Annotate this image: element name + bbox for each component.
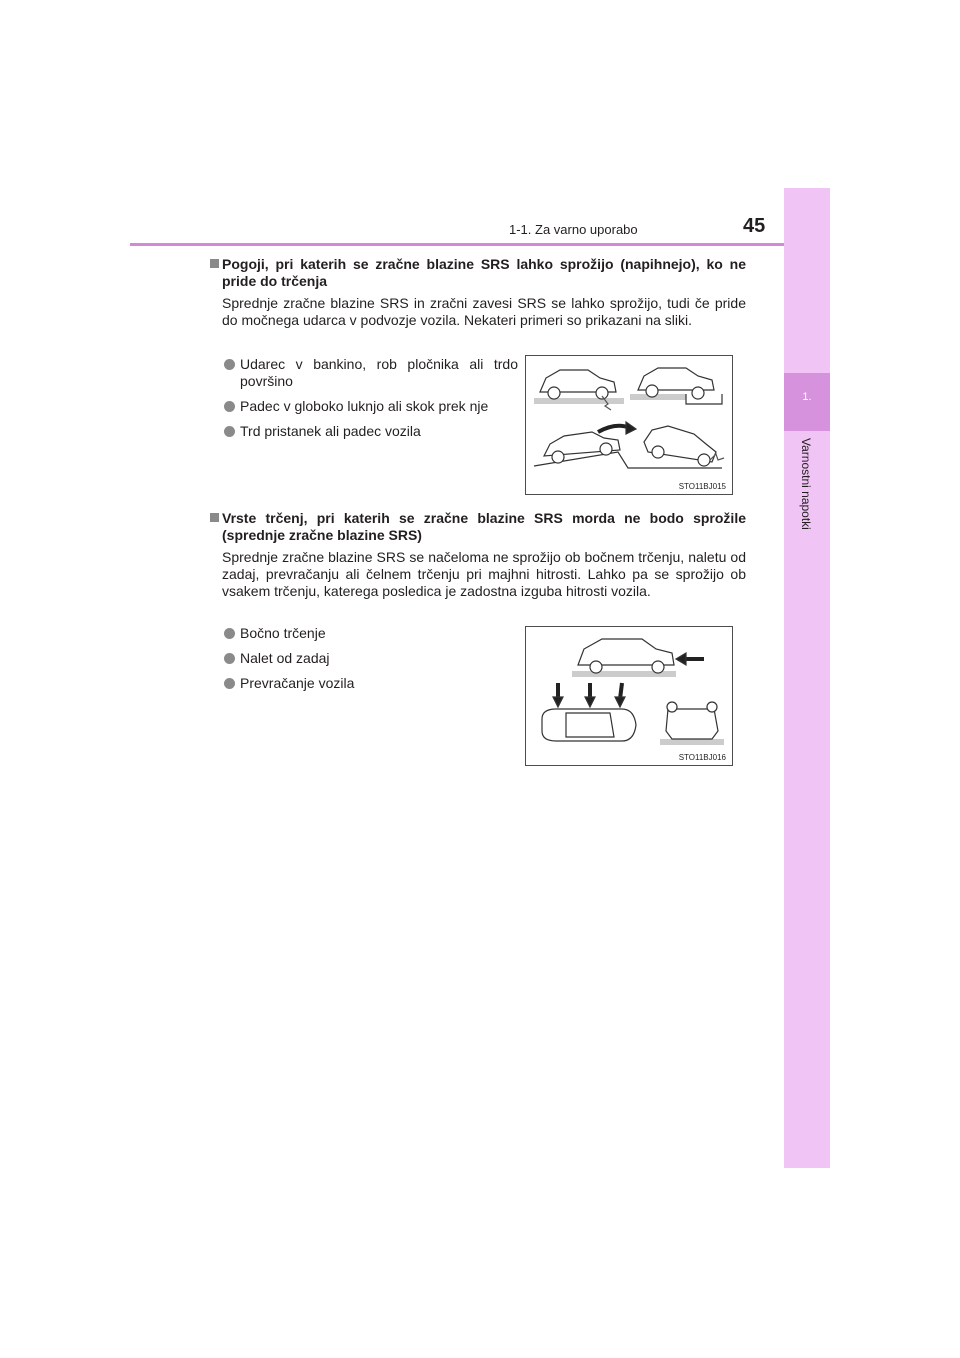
chapter-title: Varnostni napotki [799,438,813,530]
section-body: Sprednje zračne blazine SRS in zračni zavesi SRS se lahko sprožijo, tudi če pride do močnega udarca v podvozje vozila. Nekateri primeri so prikazani na sliki. [222,295,746,328]
underbody-impact-illustration [526,356,732,494]
circle-bullet-icon [224,628,235,639]
list-item-text: Trd pristanek ali padec vozila [240,423,421,439]
section-heading-text: Pogoji, pri katerih se zračne blazine SRS lahko sprožijo (napihnejo), ko ne pride do trčenja [222,256,746,289]
circle-bullet-icon [224,401,235,412]
square-bullet-icon [210,259,219,268]
page-number: 45 [743,215,766,237]
collision-types-illustration [526,627,732,765]
figure-code: STO11BJ015 [678,482,726,491]
chapter-number: 1. [802,391,812,403]
list-item [222,356,518,390]
figure-underbody-impacts [525,355,733,495]
figure-code: STO11BJ016 [678,753,726,762]
bullet-list-1 [222,356,518,448]
section-body: Sprednje zračne blazine SRS se načeloma ne sprožijo ob bočnem trčenju, naletu od zadaj, prevračanju ali čelnem trčenju pri majhni hitrosti. Lahko pa se sprožijo ob vsakem trčenju, katerega posledica je zadostna izguba hitrosti vozila. [222,549,746,599]
list-item [222,625,518,642]
running-header: 1-1. Za varno uporabo [509,222,638,237]
section-heading [210,510,746,544]
list-item [222,650,518,667]
section-no-deployment [210,510,746,600]
square-bullet-icon [210,513,219,522]
list-item-text: Prevračanje vozila [240,675,355,691]
circle-bullet-icon [224,678,235,689]
list-item [222,423,518,440]
chapter-side-tab [784,188,830,1168]
section-heading-text: Vrste trčenj, pri katerih se zračne blazine SRS morda ne bodo sprožile (sprednje zračne blazine SRS) [222,510,746,543]
list-item-text: Padec v globoko luknjo ali skok prek nje [240,398,489,414]
header-rule [130,243,830,246]
list-item [222,675,518,692]
section-heading [210,256,746,290]
list-item-text: Bočno trčenje [240,625,326,641]
list-item-text: Udarec v bankino, rob pločnika ali trdo površino [240,356,518,389]
circle-bullet-icon [224,653,235,664]
figure-collision-types [525,626,733,766]
circle-bullet-icon [224,426,235,437]
list-item-text: Nalet od zadaj [240,650,330,666]
circle-bullet-icon [224,359,235,370]
list-item [222,398,518,415]
section-deploy-without-collision [210,256,746,329]
bullet-list-2 [222,625,518,700]
